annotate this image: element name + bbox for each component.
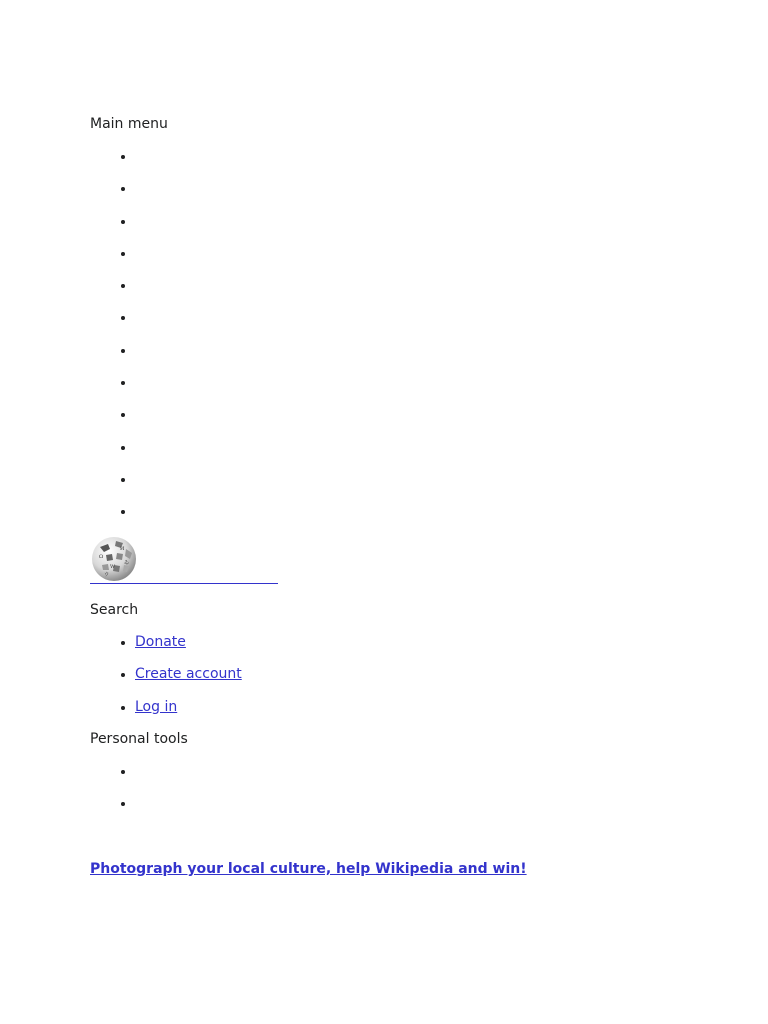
svg-text:ウ: ウ bbox=[104, 572, 110, 578]
list-item bbox=[135, 632, 242, 664]
main-menu-heading: Main menu bbox=[90, 116, 168, 132]
wikipedia-globe-icon bbox=[90, 535, 138, 583]
svg-text:И: И bbox=[120, 546, 125, 552]
create-account-link[interactable]: Create account bbox=[135, 666, 242, 683]
svg-text:Ω: Ω bbox=[99, 554, 104, 560]
personal-tools-heading: Personal tools bbox=[90, 731, 188, 747]
list-item bbox=[135, 664, 242, 696]
account-links-list bbox=[90, 632, 242, 729]
log-in-link[interactable]: Log in bbox=[135, 698, 178, 715]
personal-tools-list bbox=[90, 761, 135, 826]
list-item bbox=[135, 697, 242, 729]
donate-link[interactable]: Donate bbox=[135, 634, 186, 650]
svg-text:ゐ: ゐ bbox=[124, 560, 130, 566]
svg-text:W: W bbox=[110, 564, 116, 570]
search-label: Search bbox=[90, 602, 139, 618]
wikipedia-logo-link[interactable] bbox=[90, 535, 278, 584]
campaign-banner-link[interactable]: Photograph your local culture, help Wikipedia and win! bbox=[90, 861, 527, 877]
main-menu-list bbox=[90, 146, 135, 534]
